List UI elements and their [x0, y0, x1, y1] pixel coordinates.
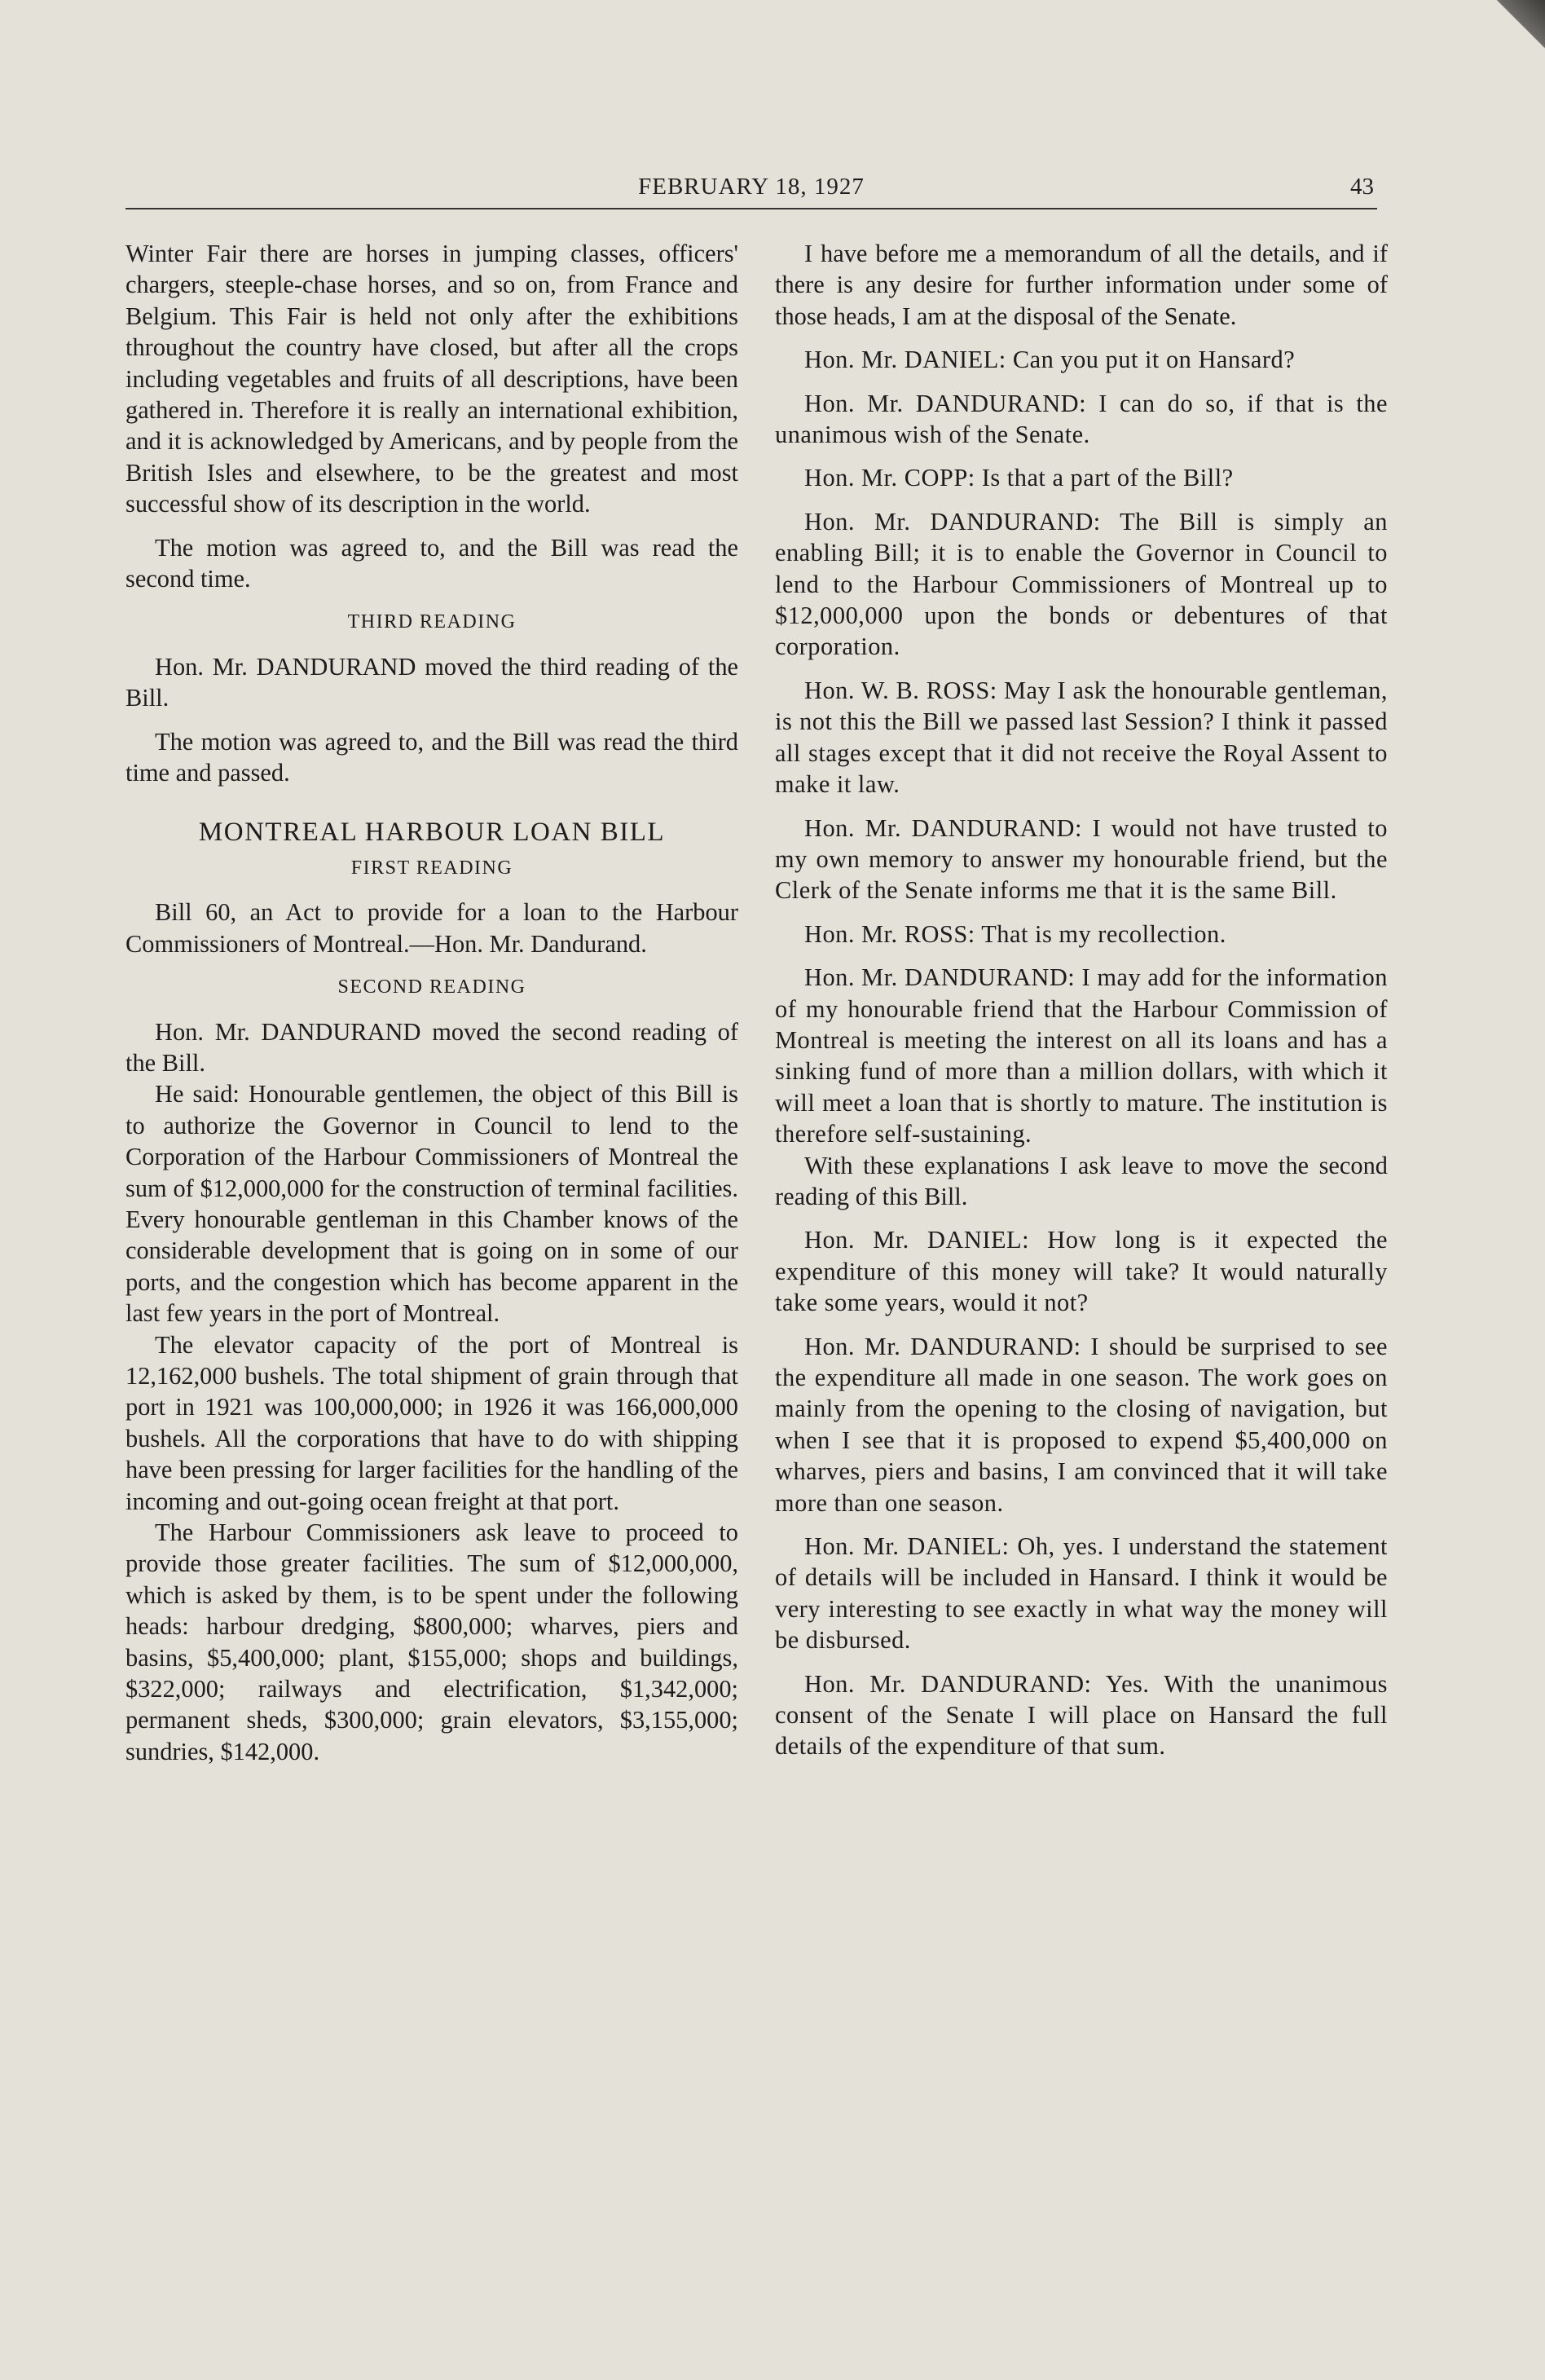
paragraph: The Harbour Commissioners ask leave to proceed to provide those greater facilities. The sum of $12,000,000, which is asked by them, is to be spent under the following heads: harbour dredging, $800,000; wharves, piers and basins, $5,400,000; plant, $155,000; shops and buildings, $322,000; railways and electrification, $1,342,000; permanent sheds, $300,000; grain elevators, $3,155,000; sundries, $142,000.	[125, 1518, 738, 1765]
paragraph: Hon. Mr. DANDURAND: I should be surprised to see the expenditure all made in one season. The work goes on mainly from the opening to the closing of navigation, but when I see that it is proposed to expend $5,400,000 on wharves, piers and basins, I am convinced that it will take more than one season.	[775, 1332, 1388, 1517]
page-number: 43	[1350, 174, 1374, 200]
paragraph: Hon. Mr. DANIEL: Can you put it on Hansard?	[804, 346, 1296, 374]
paragraph: Hon. Mr. DANIEL: Oh, yes. I understand the statement of details will be included in Hansard. I think it would be very interesting to see exactly in what way the money will be disbursed.	[775, 1532, 1388, 1655]
paragraph: He said: Honourable gentlemen, the object of this Bill is to authorize the Governor in Council to lend to the Corporation of the Harbour Commissioners of Montreal the sum of $12,000,000 for the construction of terminal facilities. Every honourable gentleman in this Chamber knows of the considerable development that is going on in some of our ports, and the congestion which has become apparent in the last few years in the port of Montreal.	[125, 1080, 738, 1328]
paragraph: Winter Fair there are horses in jumping classes, officers' chargers, steeple-chase horses, and so on, from France and Belgium. This Fair is held not only after the exhibitions throughout the country have closed, but after all the crops including vegetables and fruits of all descriptions, have been gathered in. Therefore it is really an international exhibition, and it is acknowledged by Americans, and by people from the British Isles and elsewhere, to be the greatest and most successful show of its description in the world.	[125, 240, 738, 518]
paragraph: Hon. Mr. DANDURAND moved the second reading of the Bill.	[125, 1017, 738, 1077]
page-corner-shadow	[1496, 0, 1545, 57]
second-reading-heading: SECOND READING	[337, 976, 526, 998]
paragraph: Hon. Mr. DANDURAND moved the third reading of the Bill.	[125, 652, 738, 712]
paragraph: Hon. Mr. DANDURAND: I can do so, if that is the unanimous wish of the Senate.	[775, 389, 1388, 449]
paragraph: Hon. Mr. DANDURAND: I would not have trusted to my own memory to answer my honourable friend, but the Clerk of the Senate informs me that it is the same Bill.	[775, 813, 1388, 905]
paragraph: Hon. Mr. DANIEL: How long is it expected the expenditure of this money will take? It would naturally take some years, would it not?	[775, 1226, 1388, 1317]
paragraph: Hon. W. B. ROSS: May I ask the honourable gentleman, is not this the Bill we passed last Session? I think it passed all stages except that it did not receive the Royal Assent to make it law.	[775, 676, 1388, 799]
first-reading-heading: FIRST READING	[350, 857, 513, 879]
paragraph: Hon. Mr. COPP: Is that a part of the Bill?	[804, 464, 1234, 492]
left-column	[125, 238, 738, 1767]
paragraph: I have before me a memorandum of all the details, and if there is any desire for further information under some of those heads, I am at the disposal of the Senate.	[775, 240, 1388, 330]
bill-title: MONTREAL HARBOUR LOAN BILL	[198, 817, 666, 847]
paragraph: Hon. Mr. DANDURAND: Yes. With the unanimous consent of the Senate I will place on Hansard the full details of the expenditure of that sum.	[775, 1669, 1388, 1761]
page-header	[125, 167, 1377, 209]
paragraph: Hon. Mr. DANDURAND: I may add for the information of my honourable friend that the Harbour Commission of Montreal is meeting the interest on all its loans and has a sinking fund of more than a million dollars, with which it will meet a loan that is shortly to mature. The institution is therefore self-sustaining.	[775, 963, 1388, 1148]
paragraph: The motion was agreed to, and the Bill was read the second time.	[125, 533, 738, 593]
paragraph: Hon. Mr. DANDURAND: The Bill is simply an enabling Bill; it is to enable the Governor in Council to lend to the Harbour Commissioners of Montreal up to $12,000,000 upon the bonds or debentures of that corporation.	[775, 507, 1388, 661]
paragraph: The motion was agreed to, and the Bill was read the third time and passed.	[125, 727, 738, 787]
right-column	[775, 238, 1388, 1774]
paragraph: Bill 60, an Act to provide for a loan to the Harbour Commissioners of Montreal.—Hon. Mr. Dandurand.	[125, 898, 738, 958]
header-date: FEBRUARY 18, 1927	[638, 174, 865, 200]
paragraph: Hon. Mr. ROSS: That is my recollection.	[804, 919, 1226, 948]
paragraph: The elevator capacity of the port of Montreal is 12,162,000 bushels. The total shipment of grain through that port in 1921 was 100,000,000; in 1926 it was 166,000,000 bushels. All the corporations that have to do with shipping have been pressing for larger facilities for the handling of the incoming and out-going ocean freight at that port.	[125, 1330, 738, 1515]
paragraph: With these explanations I ask leave to move the second reading of this Bill.	[775, 1151, 1388, 1210]
third-reading-heading: THIRD READING	[347, 611, 517, 633]
